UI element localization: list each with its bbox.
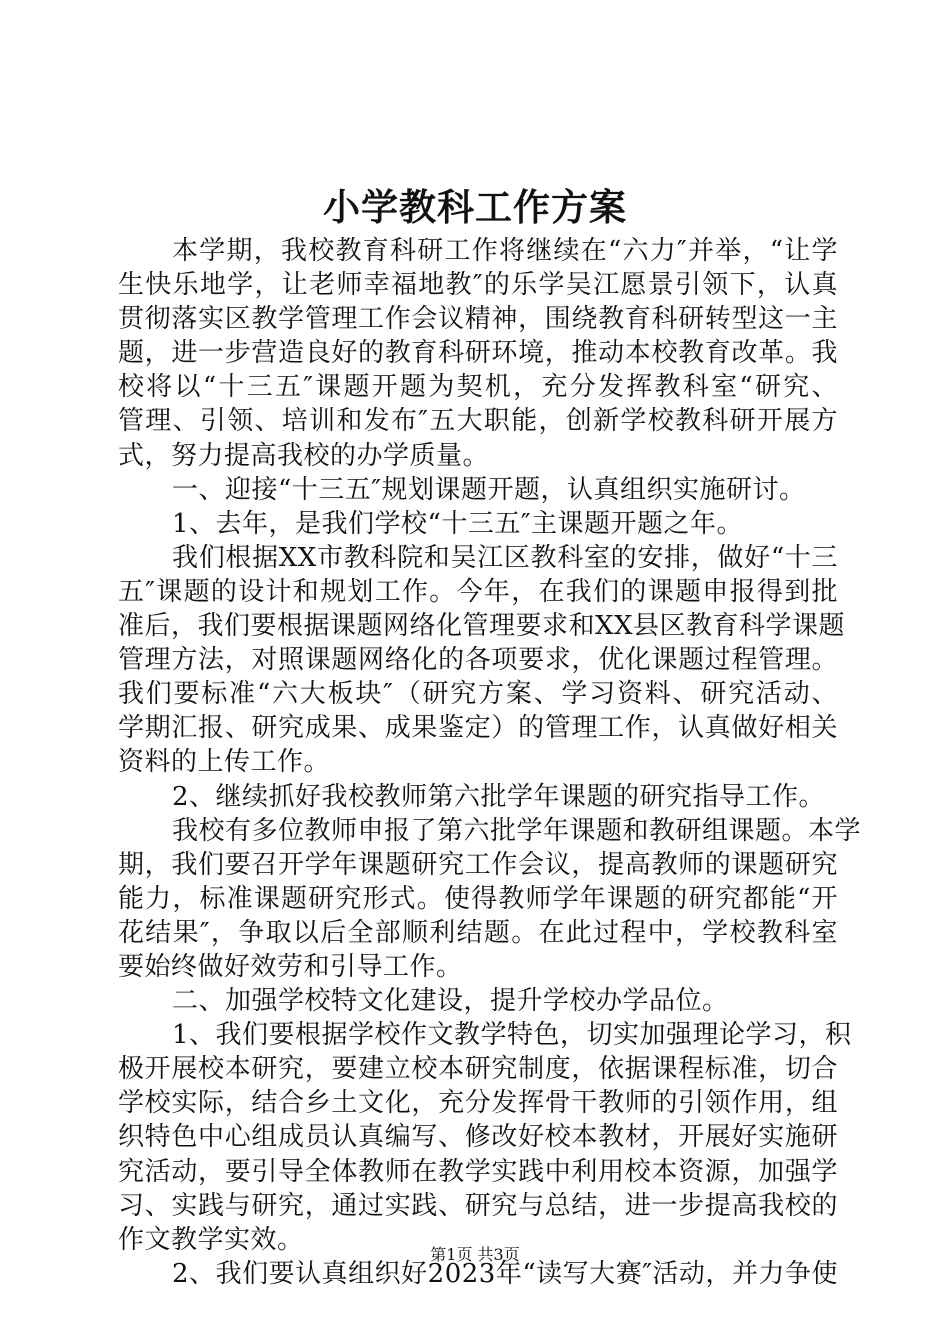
body-line: 极开展校本研究，要建立校本研究制度，依据课程标准，切合: [118, 1054, 838, 1085]
body-line: 我校有多位教师申报了第六批学年课题和教研组课题。本学: [172, 815, 862, 846]
body-line: 本学期，我校教育科研工作将继续在“六力″并举，“让学: [172, 236, 838, 266]
body-line: 我们根据XX市教科院和吴江区教科室的安排，做好“十三: [172, 542, 838, 573]
body-line: 期，我们要召开学年课题研究工作会议，提高教师的课题研究: [118, 849, 838, 880]
body-line: 学期汇报、研究成果、成果鉴定）的管理工作，认真做好相关: [118, 713, 838, 744]
body-line: 习、实践与研究，通过实践、研究与总结，进一步提高我校的: [118, 1190, 838, 1221]
body-line: 式，努力提高我校的办学质量。: [118, 440, 490, 471]
body-line: 织特色中心组成员认真编写、修改好校本教材，开展好实施研: [118, 1122, 838, 1153]
body-line: 花结果″，争取以后全部顺利结题。在此过程中，学校教科室: [118, 917, 838, 948]
document-title: 小学教科工作方案: [323, 185, 627, 229]
body-line: 准后，我们要根据课题网络化管理要求和XX县区教育科学课题: [118, 611, 846, 642]
body-line: 要始终做好效劳和引导工作。: [118, 951, 463, 982]
body-line: 1、去年，是我们学校“十三五″主课题开题之年。: [172, 508, 744, 539]
body-line: 2、我们要认真组织好2023年“读写大赛″活动，并力争使: [172, 1258, 838, 1289]
body-line: 1、我们要根据学校作文教学特色，切实加强理论学习，积: [172, 1020, 852, 1051]
body-line: 作文教学实效。: [118, 1224, 304, 1255]
document-body: [118, 234, 862, 1291]
body-line: 生快乐地学，让老师幸福地教″的乐学吴江愿景引领下，认真: [118, 270, 838, 301]
body-line: 贯彻落实区教学管理工作会议精神，围绕教育科研转型这一主: [118, 304, 838, 335]
body-line: 校将以“十三五″课题开题为契机，充分发挥教科室“研究、: [118, 372, 838, 403]
body-line: 管理方法，对照课题网络化的各项要求，优化课题过程管理。: [118, 645, 838, 676]
body-line: 究活动，要引导全体教师在教学实践中利用校本资源，加强学: [118, 1156, 838, 1187]
body-line: 管理、引领、培训和发布″五大职能，创新学校教科研开展方: [118, 406, 838, 437]
body-line: 一、迎接“十三五″规划课题开题，认真组织实施研讨。: [172, 474, 806, 505]
body-line: 能力，标准课题研究形式。使得教师学年课题的研究都能“开: [118, 883, 838, 914]
body-line: 我们要标准“六大板块″（研究方案、学习资料、研究活动、: [118, 679, 838, 710]
body-line: 资料的上传工作。: [118, 747, 331, 778]
body-line: 题，进一步营造良好的教育科研环境，推动本校教育改革。我: [118, 338, 838, 369]
body-line: 二、加强学校特文化建设，提升学校办学品位。: [172, 986, 729, 1017]
body-line: 五″课题的设计和规划工作。今年，在我们的课题申报得到批: [118, 576, 838, 607]
body-line: 学校实际，结合乡土文化，充分发挥骨干教师的引领作用，组: [118, 1088, 838, 1119]
body-line: 2、继续抓好我校教师第六批学年课题的研究指导工作。: [172, 781, 826, 812]
page-footer: 第1页 共3页: [430, 1245, 520, 1264]
